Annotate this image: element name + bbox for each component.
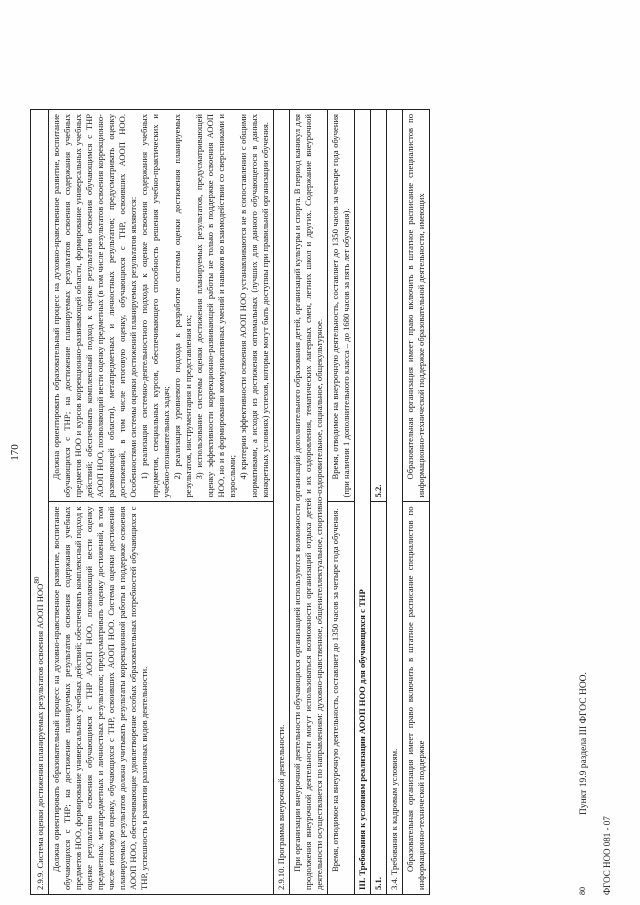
paragraph: Должна ориентировать образовательный процесс на духовно-нравственное развитие, воспитание обучающихся с ТНР; на достижение планируемых результатов освоения содержания учебных предметов НОО и курсов коррекционно-развивающей области, формирование универсальных учебных действий; обеспечивать комплексный подход к оценке результатов освоения обучающимся с ТНР АООП НОО, позволяющий вести оценку предметных (в том числе результатов освоения коррекционно-развивающей области), метапредметных и личностных результатов; предусматривать оценку достижений, в том числе итоговую оценку, обучающихся с ТНР, освоивших АООП НОО. Особенностями системы оценки достижений планируемых результатов являются: [50, 114, 138, 498]
table-row [327, 110, 354, 895]
section-heading-text: 3.4. Требования к кадровым условиям. [388, 748, 399, 890]
footnote-ref: 80 [33, 576, 41, 584]
paragraph: Образовательная организация имеет право включить в штатное расписание специалистов по информационно-технической поддержке образовательной деятельности, имеющих [404, 114, 426, 498]
comparison-table [30, 109, 430, 895]
right-cell-time [327, 110, 354, 503]
paragraph: Образовательная организация имеет право включить в штатное расписание специалистов по информационно-технической поддержке [404, 506, 426, 890]
section-iii-title: III. Требования к условиям реализации АООП НОО для обучающихся с ТНР [354, 110, 370, 895]
table-row [402, 110, 429, 895]
list-item: 1) реализация системно-деятельностного подхода к оценке освоения содержания учебных предметов, специальных курсов, обеспечивающего способность решения учебно-практических и учебно-познавательных задач; [138, 114, 171, 498]
column-label-51: 5.1. [370, 502, 386, 895]
right-cell-34 [402, 110, 429, 503]
footnote-number: 80 [578, 887, 587, 895]
page-number: 170 [9, 444, 21, 461]
document-code: ФГОС НОО 081 - 07 [602, 816, 612, 895]
column-label-52: 5.2. [370, 110, 386, 503]
section-heading-34 [386, 110, 402, 895]
paragraph: Время, отводимое на внеурочную деятельность, составляет до 1350 часов за четыре года обучения (при наличии 1 дополнительного класса – до 1680 часов за пять лет обучения). [329, 114, 351, 498]
table-row [370, 110, 386, 895]
table-row [48, 110, 273, 895]
section-heading-text: 2.9.10. Программа внеурочной деятельности. [275, 724, 286, 890]
section-heading-text: 2.9.9. Система оценки достижения планируемых результатов освоения АООП НОО [34, 583, 45, 890]
list-item: 2) реализация уровневого подхода к разработке системы оценки достижения планируемых результатов, инструментария и представления их; [171, 114, 193, 498]
section-heading-2910 [273, 110, 289, 895]
left-cell-34 [402, 502, 429, 895]
left-cell-time [327, 502, 354, 895]
paragraph: Должна ориентировать образовательный процесс на духовно-нравственное развитие, воспитание обучающихся с ТНР; на достижение планируемых результатов освоения содержания учебных предметов НОО, формирование универсальных учебных действий; обеспечивать комплексный подход к оценке результатов освоения обучающимся с ТНР АООП НОО, позволяющий вести оценку предметных, метапредметных и личностных результатов; предусматривать оценку достижений, в том числе итоговую оценку, обучающихся с ТНР, освоивших АООП НОО. Система оценки достижений планируемых результатов должна учитывать результаты коррекционной работы в поддержке освоения АООП НОО, обеспечивающие удовлетворение особых образовательных потребностей обучающихся с ТНР, успешность в развитии различных видов деятельности. [50, 506, 149, 890]
list-item: 3) использование системы оценки достижения планируемых результатов, предусматривающей оценку эффективности коррекционно-развивающей работы не только в поддержке освоения АООП НОО, но и в формировании коммуникативных умений и навыков во взаимодействии со сверстниками и взрослыми; [193, 114, 237, 498]
table-row [289, 110, 327, 895]
section-heading-299 [31, 110, 49, 895]
right-cell-299 [48, 110, 273, 503]
text-cell-2910 [289, 110, 327, 895]
paragraph: Время, отводимое на внеурочную деятельность, составляет до 1350 часов за четыре года обучения. [329, 508, 340, 872]
table-row [31, 110, 49, 895]
table-row [386, 110, 402, 895]
paragraph: При организации внеурочной деятельности обучающихся организацией используются возможности организаций дополнительного образования детей, организаций культуры и спорта. В период каникул для продолжения внеурочной деятельности могут использоваться возможности организаций отдыха детей и их оздоровления, тематических лагерных смен, летних школ и других. Содержание внеурочной деятельности осуществляется по направлениям: духовно-нравственное, общеинтеллектуальное, спортивно-оздоровительное, социальное, общекультурное. [291, 114, 324, 890]
table-row [273, 110, 289, 895]
footnote-text: Пункт 19.9 раздела III ФГОС НОО. [579, 672, 589, 815]
table-row [354, 110, 370, 895]
left-cell-299 [48, 502, 273, 895]
list-item: 4) критерии эффективности освоения АООП НОО устанавливаются не в сопоставлении с общими нормативами, а исходя из достижения оптимальных (лучших для данного обучающегося в данных конкретных условиях) успехов, которые могут быть доступны при правильной организации обучения. [237, 114, 270, 498]
